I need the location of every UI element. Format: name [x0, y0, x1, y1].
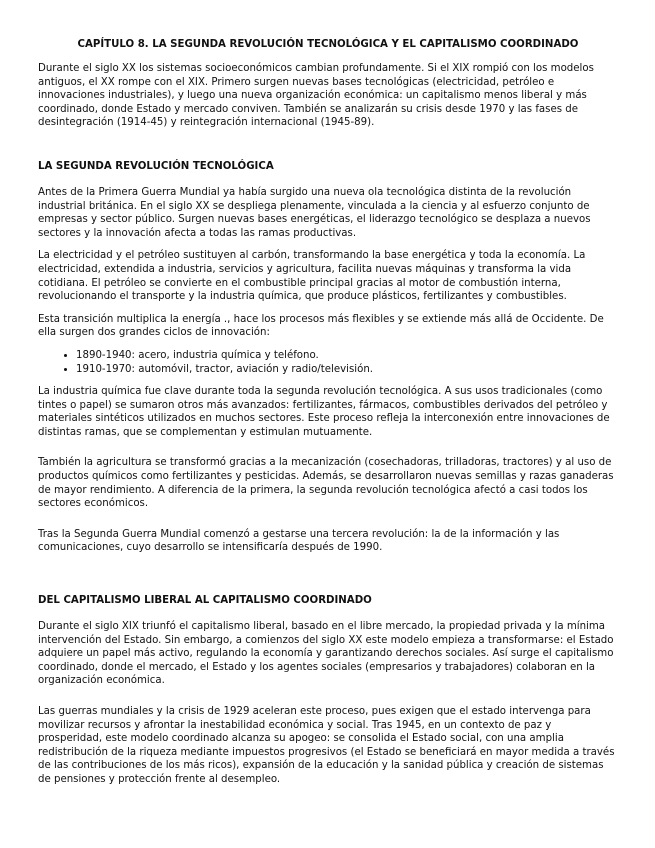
innovation-cycles-list: [38, 349, 618, 376]
paragraph: Esta transición multiplica la energía ., hace los procesos más flexibles y se extiende más allá de Occidente. De ella surgen dos grandes ciclos de innovación:: [38, 313, 604, 339]
paragraph: Durante el siglo XIX triunfó el capitalismo liberal, basado en el libre mercado, la propiedad privada y la mínima intervención del Estado. Sin embargo, a comienzos del siglo XX este modelo empieza a transformarse: el Estado adquiere un papel más activo, regulando la economía y garantizando derechos sociales. Así surge el capitalismo coordinado, donde el mercado, el Estado y los agentes sociales (empresarios y trabajadores) colaboran en la organización económica.: [38, 621, 614, 687]
chapter-intro-paragraph: Durante el siglo XX los sistemas socioeconómicos cambian profundamente. Si el XIX rompió con los modelos antiguos, el XX rompe con el XIX. Primero surgen nuevas bases tecnológicas (electricidad, petróleo e innovaciones industriales), y luego una nueva organización económica: un capitalismo menos liberal y más coordinado, donde Estado y mercado conviven. También se analizarán su crisis desde 1970 y las fases de desintegración (1914-45) y reintegración internacional (1945-89).: [38, 63, 594, 129]
spacer: [38, 448, 618, 456]
section-heading-revolucion: LA SEGUNDA REVOLUCIÓN TECNOLÓGICA: [38, 160, 274, 172]
spacer: [38, 520, 618, 528]
paragraph: También la agricultura se transformó gracias a la mecanización (cosechadoras, trilladoras, tractores) y al uso de productos químicos como fertilizantes y pesticidas. Además, se desarrollaron nuevas semillas y razas ganaderas de mayor rendimiento. A diferencia de la primera, la segunda revolución tecnológica afectó a casi todos los sectores económicos.: [38, 457, 614, 510]
paragraph: Tras la Segunda Guerra Mundial comenzó a gestarse una tercera revolución: la de la información y las comunicaciones, cuyo desarrollo se intensificaría después de 1990.: [38, 528, 560, 554]
spacer: [38, 564, 618, 594]
section-heading-capitalismo: DEL CAPITALISMO LIBERAL AL CAPITALISMO COORDINADO: [38, 595, 372, 607]
document-page: [38, 38, 618, 796]
paragraph: La electricidad y el petróleo sustituyen al carbón, transformando la base energética y toda la economía. La electricidad, extendida a industria, servicios y agricultura, facilita nuevas máquinas y transforma la vida cotidiana. El petróleo se convierte en el combustible principal gracias al motor de combustión interna, revolucionando el transporte y la industria química, que produce plásticos, fertilizantes y combustibles.: [38, 250, 586, 303]
chapter-title: CAPÍTULO 8. LA SEGUNDA REVOLUCIÓN TECNOLÓGICA Y EL CAPITALISMO COORDINADO: [77, 39, 579, 50]
list-item: • 1890-1940: acero, industria química y teléfono.: [76, 349, 618, 363]
spacer: [38, 697, 618, 705]
paragraph: La industria química fue clave durante toda la segunda revolución tecnológica. A sus usos tradicionales (como tintes o papel) se sumaron otros más avanzados: fertilizantes, fármacos, combustibles derivados del petróleo y materiales sintéticos utilizados en muchos sectores. Este proceso refleja la interconexión entre innovaciones de distintas ramas, que se complementan y estimulan mutuamente.: [38, 386, 610, 438]
paragraph: Las guerras mundiales y la crisis de 1929 aceleran este proceso, pues exigen que el estado intervenga para movilizar recursos y afrontar la inestabilidad económica y social. Tras 1945, en un contexto de paz y prosperidad, este modelo coordinado alcanza su apogeo: se consolida el Estado social, con una amplia redistribución de la riqueza mediante impuestos progresivos (el Estado se beneficiará en mayor medida a través de las contribuciones de los más ricos), expansión de la educación y la sanidad pública y creación de sistemas de pensiones y protección frente al desempleo.: [38, 706, 615, 785]
list-item: • 1910-1970: automóvil, tractor, aviación y radio/televisión.: [76, 363, 618, 377]
paragraph: Antes de la Primera Guerra Mundial ya había surgido una nueva ola tecnológica distinta de la revolución industrial británica. En el siglo XX se despliega plenamente, vinculada a la ciencia y al esfuerzo conjunto de empresas y sector público. Surgen nuevas bases energéticas, el liderazgo tecnológico se desplaza a nuevos sectores y la innovación afecta a todas las ramas productivas.: [38, 186, 591, 239]
spacer: [38, 139, 618, 160]
